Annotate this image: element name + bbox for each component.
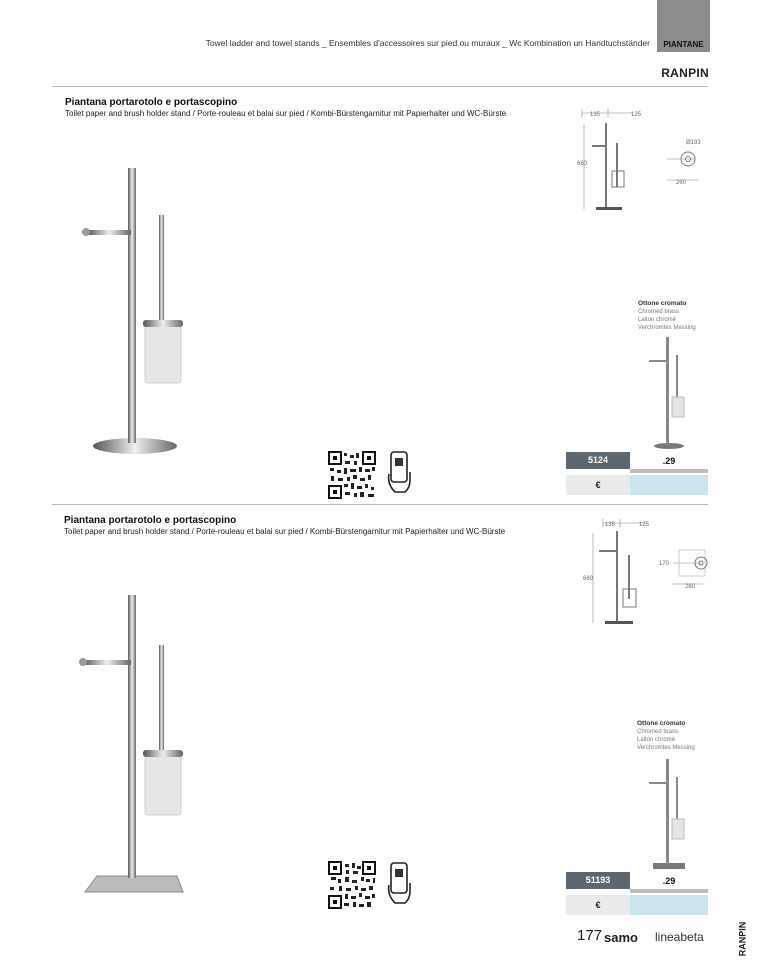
product-1-thumbnail [645, 335, 695, 450]
breadcrumb: Towel ladder and towel stands _ Ensembles d'accessoires sur pied ou muraux _ Wc Kombination un Handtuchständer [205, 38, 650, 48]
product-1-photo [75, 160, 195, 460]
p1-material-de: Verchromtes Messing [638, 325, 696, 331]
product-1-currency: € [566, 475, 630, 495]
section-tab-label: PIANTANE [663, 40, 704, 49]
product-2-currency: € [566, 895, 630, 915]
product-2-thumbnail [645, 757, 695, 872]
product-1-material [638, 300, 696, 332]
product-2-code: 51193 [566, 872, 630, 889]
product-2-phone-scan-icon [386, 861, 412, 905]
product-2-description: Toilet paper and brush holder stand / Porte-rouleau et balai sur pied / Kombi-Bürstengarnitur mit Papierhalter und WC-Bürste [64, 527, 506, 536]
product-1-phone-scan-icon [386, 450, 412, 494]
product-1-technical-drawing [570, 105, 710, 215]
p2-dim-w: 260 [685, 584, 696, 590]
section-divider [52, 504, 708, 505]
product-1-title: Piantana portarotolo e portascopino [65, 97, 238, 108]
p1-dim-a: 135 [590, 112, 601, 118]
p1-dim-h: 660 [577, 161, 588, 167]
product-2-technical-drawing [575, 515, 715, 630]
side-index-label: RANPIN [737, 921, 748, 957]
p1-dim-b: 125 [631, 112, 642, 118]
p2-dim-d: 170 [659, 561, 670, 567]
p2-dim-a: 135 [605, 522, 616, 528]
p2-material-it: Ottone cromato [637, 720, 686, 727]
p2-material-fr: Laiton chromé [637, 737, 676, 743]
p2-dim-b: 125 [639, 522, 650, 528]
product-1-finish: .29 [630, 454, 708, 473]
section-tab[interactable] [657, 0, 710, 52]
product-1-price-field[interactable] [630, 475, 708, 495]
p1-dim-d: Ø193 [686, 140, 701, 146]
product-2-price-field[interactable] [630, 895, 708, 915]
product-2-finish: .29 [630, 874, 708, 893]
product-2-qr-code[interactable] [328, 861, 376, 909]
product-2-material [637, 720, 695, 752]
brand-title: RANPIN [661, 66, 709, 80]
p2-material-en: Chromed brass [637, 729, 679, 735]
lineabeta-logo: lineabeta [655, 930, 704, 944]
page-number: 177 [577, 927, 603, 944]
samo-logo: samo [604, 930, 638, 945]
p1-dim-w: 260 [676, 180, 687, 186]
p1-material-fr: Laiton chromé [638, 317, 677, 323]
p1-material-it: Ottone cromato [638, 300, 687, 307]
p2-dim-h: 660 [583, 576, 594, 582]
header-divider [52, 86, 708, 87]
side-index-tab[interactable] [731, 920, 759, 960]
product-1-description: Toilet paper and brush holder stand / Porte-rouleau et balai sur pied / Kombi-Bürstengarnitur mit Papierhalter und WC-Bürste [65, 109, 507, 118]
product-2-title: Piantana portarotolo e portascopino [64, 515, 237, 526]
p2-material-de: Verchromtes Messing [637, 745, 695, 751]
product-2-photo [75, 590, 195, 895]
product-1-code: 5124 [566, 452, 630, 469]
product-1-qr-code[interactable] [328, 451, 376, 499]
p1-material-en: Chromed brass [638, 309, 680, 315]
